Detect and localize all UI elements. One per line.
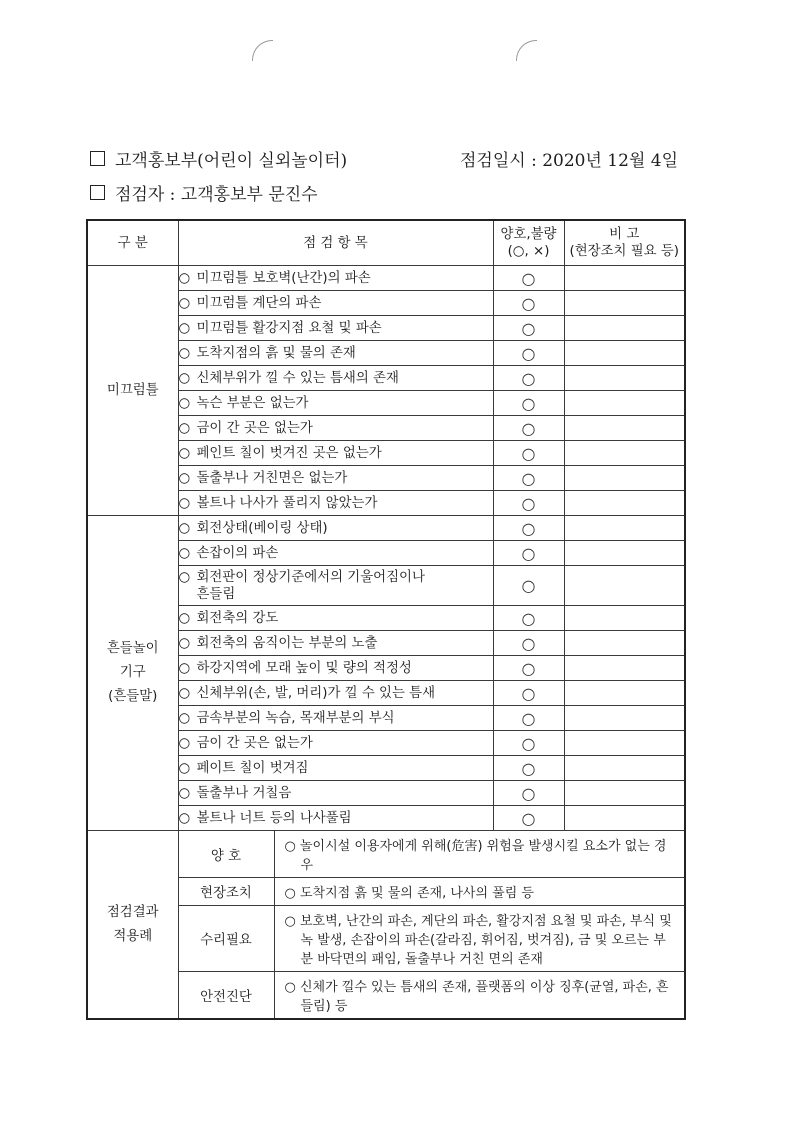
header-line-inspector [90, 180, 318, 205]
check-item-text: 신체부위가 낄 수 있는 틈새의 존재 [196, 370, 399, 386]
bullet-icon: ○ [178, 685, 191, 701]
remarks-cell [564, 756, 685, 781]
status-mark: ○ [493, 341, 564, 366]
check-item-text: 회전판이 정상기준에서의 기울어짐이나 [196, 569, 425, 585]
result-label: 수리필요 [179, 906, 275, 971]
category-label-line: (흔들말) [108, 689, 158, 704]
check-item-cell [178, 366, 493, 391]
result-text-content: ○ 보호벽, 난간의 파손, 계단의 파손, 활강지점 요철 및 파손, 부식 및 녹 발생, 손잡이의 파손(갈라짐, 휘어짐, 벗겨짐), 금 및 오르는 부분 바닥면의 패임, 돌출부나 거친 면의 존재 [284, 914, 672, 967]
header-status-sub: (○, ×) [507, 244, 550, 259]
check-item-cell [178, 416, 493, 441]
status-mark: ○ [493, 316, 564, 341]
status-mark: ○ [493, 366, 564, 391]
result-text-content: ○ 신체가 낄수 있는 틈새의 존재, 플랫폼의 이상 징후(균열, 파손, 흔들림) 등 [284, 980, 669, 1014]
bullet-icon: ○ [178, 495, 191, 511]
result-text-content: ○ 놀이시설 이용자에게 위해(危害) 위험을 발생시킬 요소가 없는 경우 [284, 839, 667, 873]
check-item-text: 돌출부나 거칠음 [196, 785, 292, 801]
remarks-cell [564, 416, 685, 441]
result-text [275, 878, 685, 905]
bullet-icon: ○ [178, 370, 191, 386]
result-inner [179, 831, 685, 877]
check-item-text: 볼트나 나사가 풀리지 않았는가 [196, 495, 378, 511]
status-mark: ○ [493, 631, 564, 656]
results-category-cell [87, 831, 178, 1020]
check-item-text: 페인트 칠이 벗겨진 곳은 없는가 [196, 445, 382, 461]
category-cell [87, 266, 178, 516]
bullet-icon: ○ [178, 520, 191, 536]
result-text [275, 972, 685, 1018]
header-remarks [564, 220, 685, 266]
remarks-cell [564, 441, 685, 466]
check-item-cell [178, 756, 493, 781]
remarks-cell [564, 466, 685, 491]
check-item-text: 회전상태(베이링 상태) [196, 520, 328, 536]
bullet-icon: ○ [178, 345, 191, 361]
result-inner [179, 878, 685, 905]
remarks-cell [564, 656, 685, 681]
result-text [275, 831, 685, 877]
check-item-cell [178, 681, 493, 706]
remarks-cell [564, 291, 685, 316]
check-item-cell [178, 541, 493, 566]
remarks-cell [564, 516, 685, 541]
results-category-line: 점검결과 [106, 904, 159, 920]
remarks-cell [564, 806, 685, 831]
check-item-text: 하강지역에 모래 높이 및 량의 적정성 [196, 660, 412, 676]
bullet-icon: ○ [178, 545, 191, 561]
bullet-icon: ○ [178, 735, 191, 751]
result-label: 안전진단 [179, 972, 275, 1018]
result-label-cell [178, 831, 685, 878]
bullet-icon: ○ [178, 710, 191, 726]
remarks-cell [564, 341, 685, 366]
check-item-text: 미끄럼틀 계단의 파손 [196, 295, 322, 311]
bullet-icon: ○ [178, 270, 191, 286]
check-item-cell [178, 441, 493, 466]
status-mark: ○ [493, 391, 564, 416]
header-category: 구 분 [87, 220, 178, 266]
checkbox-icon [90, 185, 105, 200]
check-item-text: 돌출부나 거친면은 없는가 [196, 470, 348, 486]
status-mark: ○ [493, 606, 564, 631]
check-item-cell [178, 516, 493, 541]
inspection-date: 점검일시 : 2020년 12월 4일 [460, 151, 679, 171]
bullet-icon: ○ [178, 569, 191, 585]
remarks-cell [564, 781, 685, 806]
status-mark: ○ [493, 566, 564, 606]
check-item-text-line [179, 586, 493, 603]
check-item-cell [178, 781, 493, 806]
status-mark: ○ [493, 781, 564, 806]
remarks-cell [564, 706, 685, 731]
check-item-cell [178, 731, 493, 756]
check-item-text: 금이 간 곳은 없는가 [196, 420, 313, 436]
check-item-text: 손잡이의 파손 [196, 545, 279, 561]
status-mark: ○ [493, 681, 564, 706]
check-item-cell [178, 606, 493, 631]
category-cell [87, 516, 178, 831]
check-item-cell [178, 391, 493, 416]
bullet-icon: ○ [178, 420, 191, 436]
remarks-cell [564, 566, 685, 606]
status-mark: ○ [493, 656, 564, 681]
inspector-label: 점검자 : 고객홍보부 문진수 [115, 185, 318, 205]
status-mark: ○ [493, 441, 564, 466]
remarks-cell [564, 731, 685, 756]
remarks-cell [564, 606, 685, 631]
results-category-line: 적용례 [113, 928, 153, 944]
check-item-text: 도착지점의 흙 및 물의 존재 [196, 345, 356, 361]
category-label-line: 기구 [119, 665, 146, 680]
remarks-cell [564, 491, 685, 516]
header-remarks-sub: (현장조치 필요 등) [569, 244, 679, 259]
status-mark: ○ [493, 806, 564, 831]
check-item-text-line [179, 569, 493, 586]
remarks-cell [564, 366, 685, 391]
check-item-cell [178, 656, 493, 681]
remarks-cell [564, 391, 685, 416]
bullet-icon: ○ [178, 785, 191, 801]
check-item-text: 페이트 칠이 벗겨짐 [196, 760, 309, 776]
result-row [87, 831, 685, 878]
check-item-cell [178, 291, 493, 316]
remarks-cell [564, 681, 685, 706]
header-items: 점 검 항 목 [178, 220, 493, 266]
check-item-cell [178, 466, 493, 491]
status-mark: ○ [493, 466, 564, 491]
check-item-cell [178, 806, 493, 831]
status-mark: ○ [493, 491, 564, 516]
remarks-cell [564, 266, 685, 291]
header-remarks-label: 비 고 [609, 227, 640, 242]
status-mark: ○ [493, 266, 564, 291]
status-mark: ○ [493, 706, 564, 731]
check-item-cell [178, 341, 493, 366]
header-line-department [90, 146, 690, 171]
result-label: 양 호 [179, 831, 275, 877]
department-label: 고객홍보부(어린이 실외놀이터) [115, 151, 348, 171]
punch-hole-mark-right [516, 40, 537, 61]
bullet-icon: ○ [178, 470, 191, 486]
check-item-text: 금이 간 곳은 없는가 [196, 735, 313, 751]
inspection-table [86, 219, 686, 1020]
check-item-text: 금속부분의 녹슴, 목재부분의 부식 [196, 710, 395, 726]
punch-hole-mark-left [252, 40, 273, 61]
result-text [275, 906, 685, 971]
check-item-text: 미끄럼틀 보호벽(난간)의 파손 [196, 270, 371, 286]
bullet-icon: ○ [178, 320, 191, 336]
status-mark: ○ [493, 756, 564, 781]
header-status [493, 220, 564, 266]
remarks-cell [564, 316, 685, 341]
bullet-icon: ○ [178, 760, 191, 776]
result-label-cell [178, 906, 685, 972]
check-item-cell [178, 266, 493, 291]
check-item-text: 흔들림 [196, 586, 236, 602]
status-mark: ○ [493, 731, 564, 756]
bullet-icon: ○ [178, 395, 191, 411]
check-item-text: 회전축의 움직이는 부분의 노출 [196, 635, 378, 651]
category-label-line: 흔들놀이 [106, 641, 159, 656]
check-item-cell [178, 566, 493, 606]
category-label: 미끄럼틀 [106, 382, 159, 398]
status-mark: ○ [493, 516, 564, 541]
table-row [87, 516, 685, 541]
status-mark: ○ [493, 416, 564, 441]
table-header-row [87, 220, 685, 266]
check-item-cell [178, 706, 493, 731]
check-item-text: 회전축의 강도 [196, 610, 279, 626]
bullet-icon: ○ [178, 635, 191, 651]
result-label-cell [178, 972, 685, 1020]
result-inner [179, 906, 685, 971]
status-mark: ○ [493, 291, 564, 316]
bullet-icon: ○ [178, 295, 191, 311]
checkbox-icon [90, 151, 105, 166]
result-inner [179, 972, 685, 1018]
check-item-text: 녹슨 부분은 없는가 [196, 395, 309, 411]
bullet-icon: ○ [178, 660, 191, 676]
remarks-cell [564, 541, 685, 566]
bullet-icon: ○ [178, 445, 191, 461]
bullet-icon: ○ [178, 810, 191, 826]
status-mark: ○ [493, 541, 564, 566]
table-row [87, 266, 685, 291]
check-item-cell [178, 316, 493, 341]
result-text-content: ○ 도착지점 흙 및 물의 존재, 나사의 풀림 등 [284, 886, 534, 901]
header-status-label: 양호,불량 [500, 227, 557, 242]
remarks-cell [564, 631, 685, 656]
result-label-cell [178, 878, 685, 906]
check-item-cell [178, 631, 493, 656]
check-item-cell [178, 491, 493, 516]
check-item-text: 미끄럼틀 활강지점 요철 및 파손 [196, 320, 382, 336]
check-item-text: 신체부위(손, 발, 머리)가 낄 수 있는 틈새 [196, 685, 436, 701]
bullet-icon: ○ [178, 610, 191, 626]
result-label: 현장조치 [179, 878, 275, 905]
check-item-text: 볼트나 너트 등의 나사풀림 [196, 810, 352, 826]
